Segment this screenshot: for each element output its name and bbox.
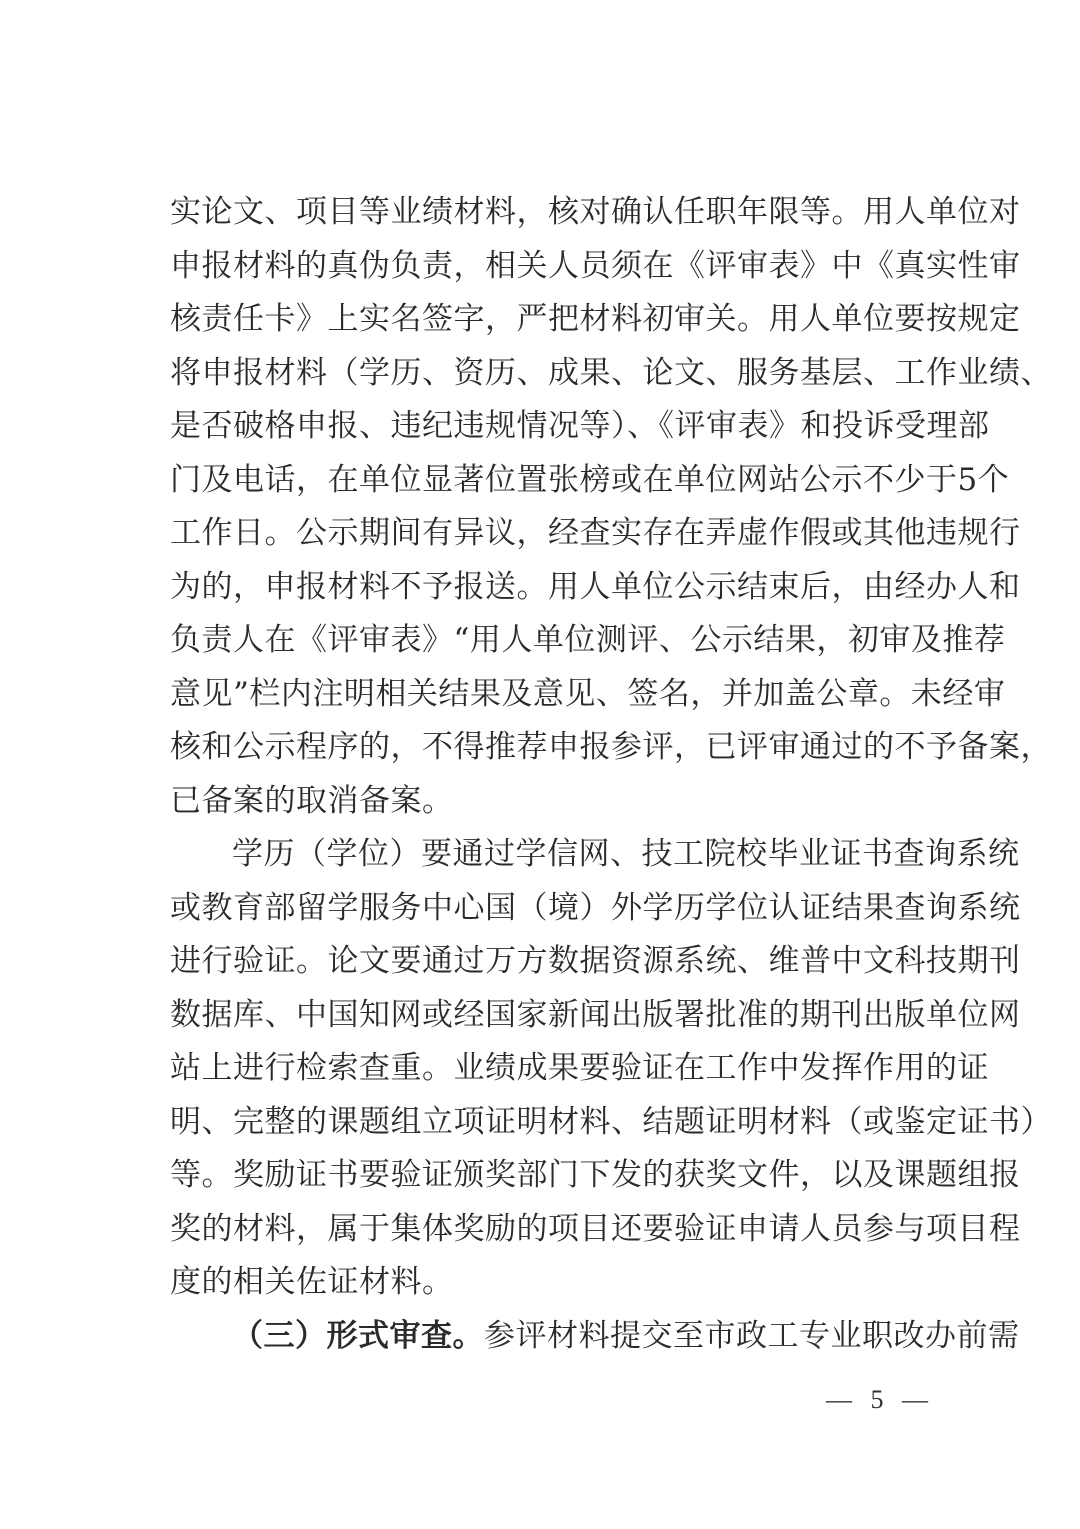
text-line: 站上进行检索查重。业绩成果要验证在工作中发挥作用的证 [170, 1050, 989, 1086]
text-line: 门及电话，在单位显著位置张榜或在单位网站公示不少于5个 [170, 461, 1010, 498]
text-line: 负责人在《评审表》“用人单位测评、公示结果，初审及推荐 [170, 622, 1006, 658]
text-line: 将申报材料（学历、资历、成果、论文、服务基层、工作业绩、 [170, 354, 1052, 391]
text-line: 申报材料的真伪负责，相关人员须在《评审表》中《真实性审 [170, 247, 1021, 284]
text-line: 已备案的取消备案。 [170, 782, 454, 819]
section-heading: （三）形式审查。 [232, 1317, 484, 1354]
text-run: 参评材料提交至市政工专业职改办前需 [484, 1317, 1020, 1354]
text-line: 学历（学位）要通过学信网、技工院校毕业证书查询系统 [232, 836, 1020, 872]
text-line [170, 1310, 1020, 1364]
text-line: 核责任卡》上实名签字，严把材料初审关。用人单位要按规定 [170, 301, 1021, 337]
text-line: 或教育部留学服务中心国（境）外学历学位认证结果查询系统 [170, 889, 1021, 926]
text-line: 等。奖励证书要验证颁奖部门下发的获奖文件，以及课题组报 [170, 1157, 1021, 1193]
text-line: 明、完整的课题组立项证明材料、结题证明材料（或鉴定证书） [170, 1103, 1052, 1140]
paragraph-2 [170, 828, 1052, 1310]
text-line: 为的，申报材料不予报送。用人单位公示结束后，由经办人和 [170, 568, 1021, 605]
text-line: 度的相关佐证材料。 [170, 1264, 454, 1300]
paragraph-3 [170, 1310, 1020, 1364]
paragraph-1 [170, 186, 1052, 828]
page-number: — 5 — [826, 1385, 934, 1414]
document-page [170, 186, 1052, 1363]
text-line: 数据库、中国知网或经国家新闻出版署批准的期刊出版单位网 [170, 996, 1021, 1033]
text-line: 是否破格申报、违纪违规情况等）、《评审表》和投诉受理部 [170, 408, 990, 444]
text-line: 奖的材料，属于集体奖励的项目还要验证申请人员参与项目程 [170, 1210, 1021, 1247]
text-line: 工作日。公示期间有异议，经查实存在弄虚作假或其他违规行 [170, 515, 1021, 551]
text-line: 意见”栏内注明相关结果及意见、签名，并加盖公章。未经审 [170, 675, 1006, 712]
text-line: 进行验证。论文要通过万方数据资源系统、维普中文科技期刊 [170, 943, 1021, 979]
text-line: 实论文、项目等业绩材料，核对确认任职年限等。用人单位对 [170, 194, 1021, 230]
text-line: 核和公示程序的，不得推荐申报参评，已评审通过的不予备案， [170, 729, 1052, 765]
